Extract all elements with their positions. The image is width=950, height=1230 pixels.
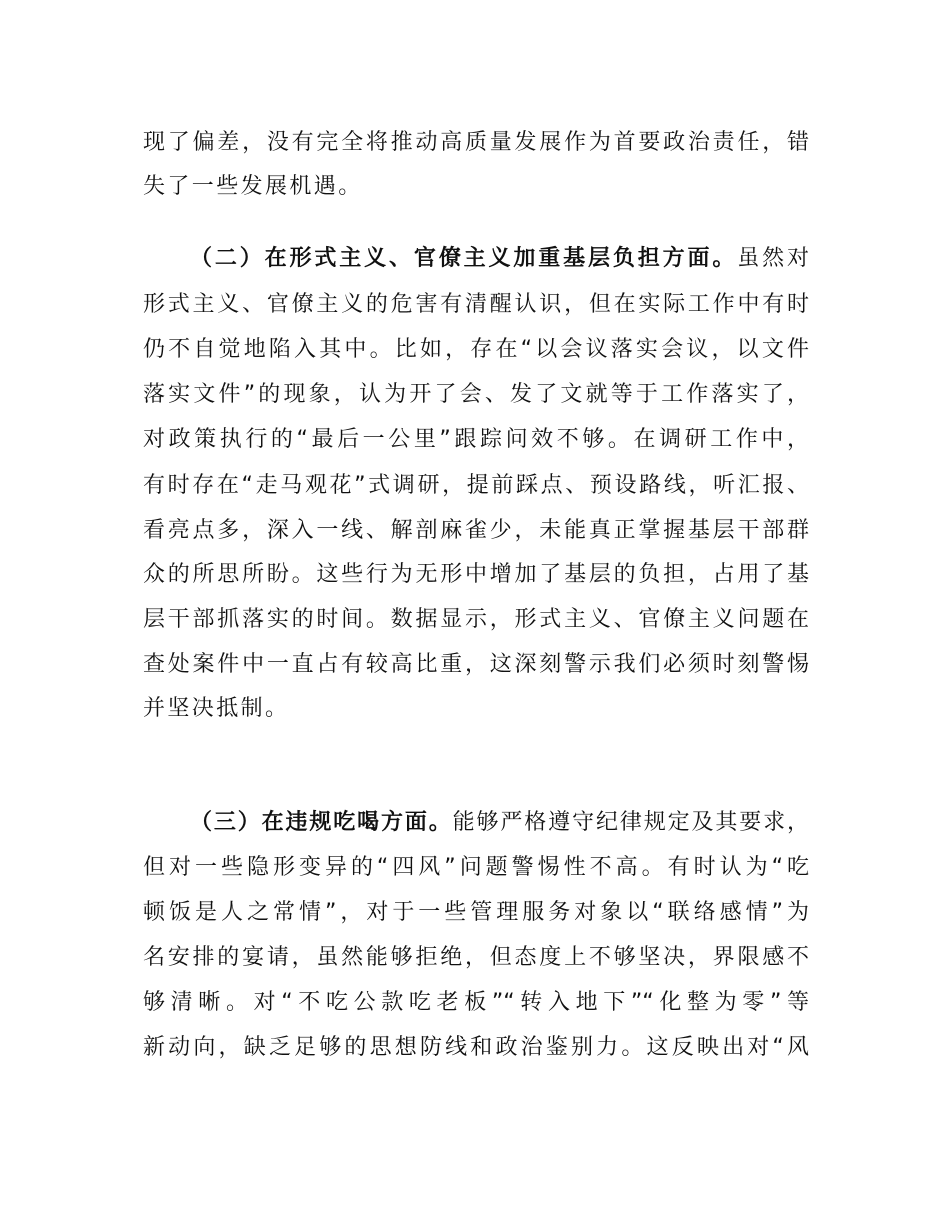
text-line: 够清晰。对“不吃公款吃老板”“转入地下”“化整为零”等 bbox=[143, 990, 809, 1015]
text-line: 对政策执行的“最后一公里”跟踪问效不够。在调研工作中， bbox=[143, 427, 809, 452]
text-line: 众的所思所盼。这些行为无形中增加了基层的负担，占用了基 bbox=[143, 562, 809, 587]
text-line: 仍不自觉地陷入其中。比如，存在“以会议落实会议，以文件 bbox=[143, 337, 809, 362]
text-line: 但对一些隐形变异的“四风”问题警惕性不高。有时认为“吃 bbox=[143, 855, 809, 880]
text-line: 失了一些发展机遇。 bbox=[143, 174, 363, 199]
text-line: 新动向，缺乏足够的思想防线和政治鉴别力。这反映出对“风 bbox=[143, 1035, 809, 1060]
text-span: 虽然对 bbox=[737, 246, 809, 271]
text-line: 名安排的宴请，虽然能够拒绝，但态度上不够坚决，界限感不 bbox=[143, 945, 809, 970]
text-span: 能够严格遵守纪律规定及其要求， bbox=[452, 810, 809, 835]
text-line bbox=[190, 808, 809, 838]
text-line: 落实文件”的现象，认为开了会、发了文就等于工作落实了， bbox=[143, 382, 809, 407]
section-heading: （二）在形式主义、官僚主义加重基层负担方面。 bbox=[190, 246, 738, 271]
text-line: 查处案件中一直占有较高比重，这深刻警示我们必须时刻警惕 bbox=[143, 652, 809, 677]
text-line: 现了偏差，没有完全将推动高质量发展作为首要政治责任，错 bbox=[143, 130, 809, 155]
text-line: 顿饭是人之常情”，对于一些管理服务对象以“联络感情”为 bbox=[143, 900, 809, 925]
text-line: 看亮点多，深入一线、解剖麻雀少，未能真正掌握基层干部群 bbox=[143, 518, 809, 543]
text-line: 并坚决抵制。 bbox=[143, 696, 290, 721]
text-line bbox=[190, 244, 809, 274]
text-line: 层干部抓落实的时间。数据显示，形式主义、官僚主义问题在 bbox=[143, 607, 809, 632]
text-line: 形式主义、官僚主义的危害有清醒认识，但在实际工作中有时 bbox=[143, 292, 809, 317]
section-heading: （三）在违规吃喝方面。 bbox=[190, 810, 453, 835]
text-line: 有时存在“走马观花”式调研，提前踩点、预设路线，听汇报、 bbox=[143, 473, 809, 498]
